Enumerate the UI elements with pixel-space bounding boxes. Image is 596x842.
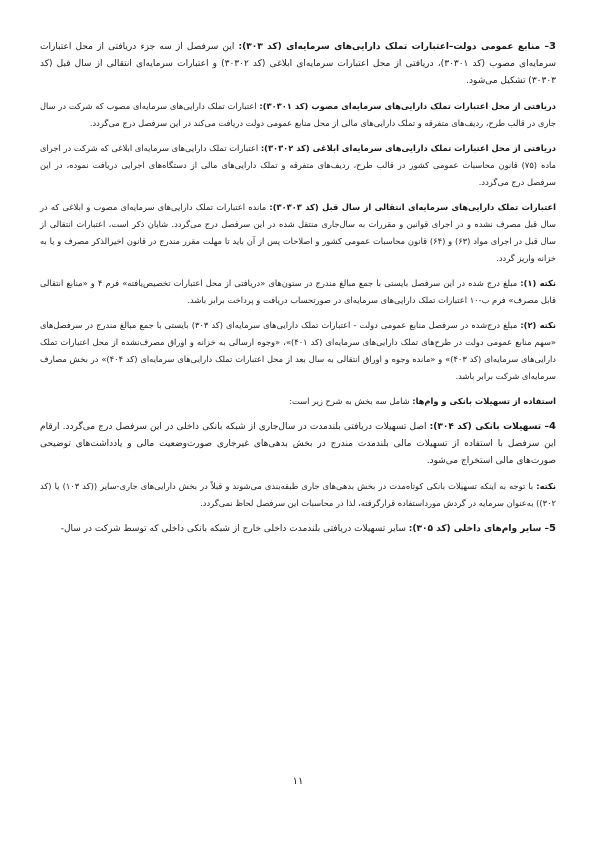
section-number: 4 [549, 421, 556, 432]
document-body [40, 38, 556, 538]
note-2 [40, 317, 556, 385]
paragraph-allocated-credits [40, 140, 556, 191]
paragraph-title: اعتبارات تملک دارایی‌های سرمایه‌ای انتقالی از سال قبل (کد ۳۰۳۰۳): [269, 202, 556, 212]
note-1 [40, 275, 556, 309]
note-3 [40, 478, 556, 512]
paragraph-section-4 [40, 418, 556, 470]
paragraph-text: اعتبارات تملک دارایی‌های سرمایه‌ای مصوب که شرکت در سال جاری در قالب طرح، ردیف‌های متفرقه و تملک دارایی‌های مالی از محل منابع عمومی دولت دریافت می‌کند در این سرفصل درج می‌گردد. [40, 101, 556, 128]
section-text: سایر تسهیلات دریافتی بلندمدت داخلی خارج از شبکه بانکی داخلی که توسط شرکت در سال- [60, 524, 409, 534]
note-title: نکته: [536, 481, 556, 491]
paragraph-title: دریافتی از محل اعتبارات تملک دارایی‌های سرمایه‌ای ابلاغی (کد ۳۰۳۰۲): [260, 143, 556, 153]
paragraph-title: استفاده از تسهیلات بانکی و وام‌ها: [412, 396, 556, 406]
section-text: اصل تسهیلات دریافتی بلندمدت در سال‌جاری از شبکه بانکی داخلی در این سرفصل درج می‌گردد. ارقام این سرفصل با استفاده از تسهیلات مالی بلندمدت مندرج در بخش بدهی‌های غیرجاری صورت‌وضعیت مالی و یادداشت‌های توضیحی صورت‌های مالی استخراج می‌شود. [40, 422, 556, 466]
paragraph-text: شامل سه بخش به شرح زیر است: [289, 396, 413, 406]
paragraph-approved-credits [40, 98, 556, 132]
section-text: این سرفصل از سه جزء دریافتی از محل اعتبارات سرمایه‌ای مصوب (کد ۳۰۳۰۱)، دریافتی از محل اعتبارات سرمایه‌ای ابلاغی (کد ۳۰۳۰۲) و اعتبارات سرمایه‌ای انتقالی از سال قبل (کد ۳۰۳۰۳) تشکیل می‌شود. [40, 42, 557, 86]
paragraph-bank-facilities [40, 393, 556, 410]
paragraph-text: مانده اعتبارات تملک دارایی‌های سرمایه‌ای مصوب و ابلاغی که در سال قبل مصرف نشده و در اجرای قوانین و مقررات به سال‌جاری منتقل شده در این سرفصل درج می‌گردد. شایان ذکر است، اعتبارات انتقالی از سال قبل در اجرای مواد (۶۳) و (۶۴) قانون محاسبات عمومی کشور و اصلاحات پس از آن باید تا مهلت مقرر مندرج در قانون اخیرالذکر مصرف و یا به خزانه واریز گردد. [40, 202, 556, 263]
section-title: – سایر وام‌های داخلی (کد ۳۰۵): [408, 524, 550, 534]
section-title: – تسهیلات بانکی (کد ۳۰۴): [429, 422, 550, 432]
paragraph-carryover-credits [40, 199, 556, 267]
section-title: – منابع عمومی دولت–اعتبارات تملک دارایی‌های سرمایه‌ای (کد ۳۰۳): [238, 42, 550, 52]
note-title: نکته (۱): [520, 278, 557, 288]
note-text: با توجه به اینکه تسهیلات بانکی کوتاه‌مدت در بخش بدهی‌های جاری طبقه‌بندی می‌شوند و قبلاً در بخش دارایی‌های جاری-سایر ((کد ۱۰۳) یا (کد ۳۰۲)) به‌عنوان سرمایه در گردش مورداستفاده قرارگرفته، لذا در محاسبات این سرفصل لحاظ نمی‌گردد. [40, 481, 556, 508]
note-text: مبلغ درج‌شده در سرفصل منابع عمومی دولت - اعتبارات تملک دارایی‌های سرمایه‌ای (کد ۳۰۳) بایستی با جمع مبالغ مندرج در سرفصل‌های «سهم منابع عمومی دولت در طرح‌های تملک دارایی‌های سرمایه‌ای (کد ۴۰۱)»، «وجوه ارسالی به خزانه و اوراق مصرف‌نشده از محل اعتبارات تملک دارایی‌های سرمایه‌ای (کد ۴۰۳)» و «مانده وجوه و اوراق انتقالی به سال بعد از محل اعتبارات تملک دارایی‌های سرمایه‌ای (کد ۴۰۴)» در بخش مصارف سرمایه‌ای شرکت برابر باشد. [40, 320, 556, 381]
section-number: 5 [549, 523, 556, 534]
paragraph-text: اعتبارات تملک دارایی‌های سرمایه‌ای ابلاغی که شرکت در اجرای ماده (۷۵) قانون محاسبات عمومی کشور در قالب طرح، ردیف‌های متفرقه و تملک دارایی‌های مالی از دستگاه‌های اجرایی دریافت نموده، در این سرفصل درج می‌گردد. [40, 143, 557, 187]
section-number: 3 [549, 41, 556, 52]
paragraph-section-3 [40, 38, 556, 90]
note-text: مبلغ درج شده در این سرفصل بایستی با جمع مبالغ مندرج در ستون‌های «دریافتی از محل اعتبارات تخصیص‌یافته» فرم ۴ و «منابع انتقالی قابل مصرف» فرم ب-۱۰ اعتبارات تملک دارایی‌های سرمایه‌ای در صورتحساب دریافت و پرداخت برابر باشد. [40, 278, 556, 305]
paragraph-section-5 [40, 520, 556, 538]
page-number: ۱۱ [292, 776, 304, 787]
paragraph-title: دریافتی از محل اعتبارات تملک دارایی‌های سرمایه‌ای مصوب (کد ۳۰۳۰۱): [259, 101, 557, 111]
note-title: نکته (۲): [520, 320, 556, 330]
